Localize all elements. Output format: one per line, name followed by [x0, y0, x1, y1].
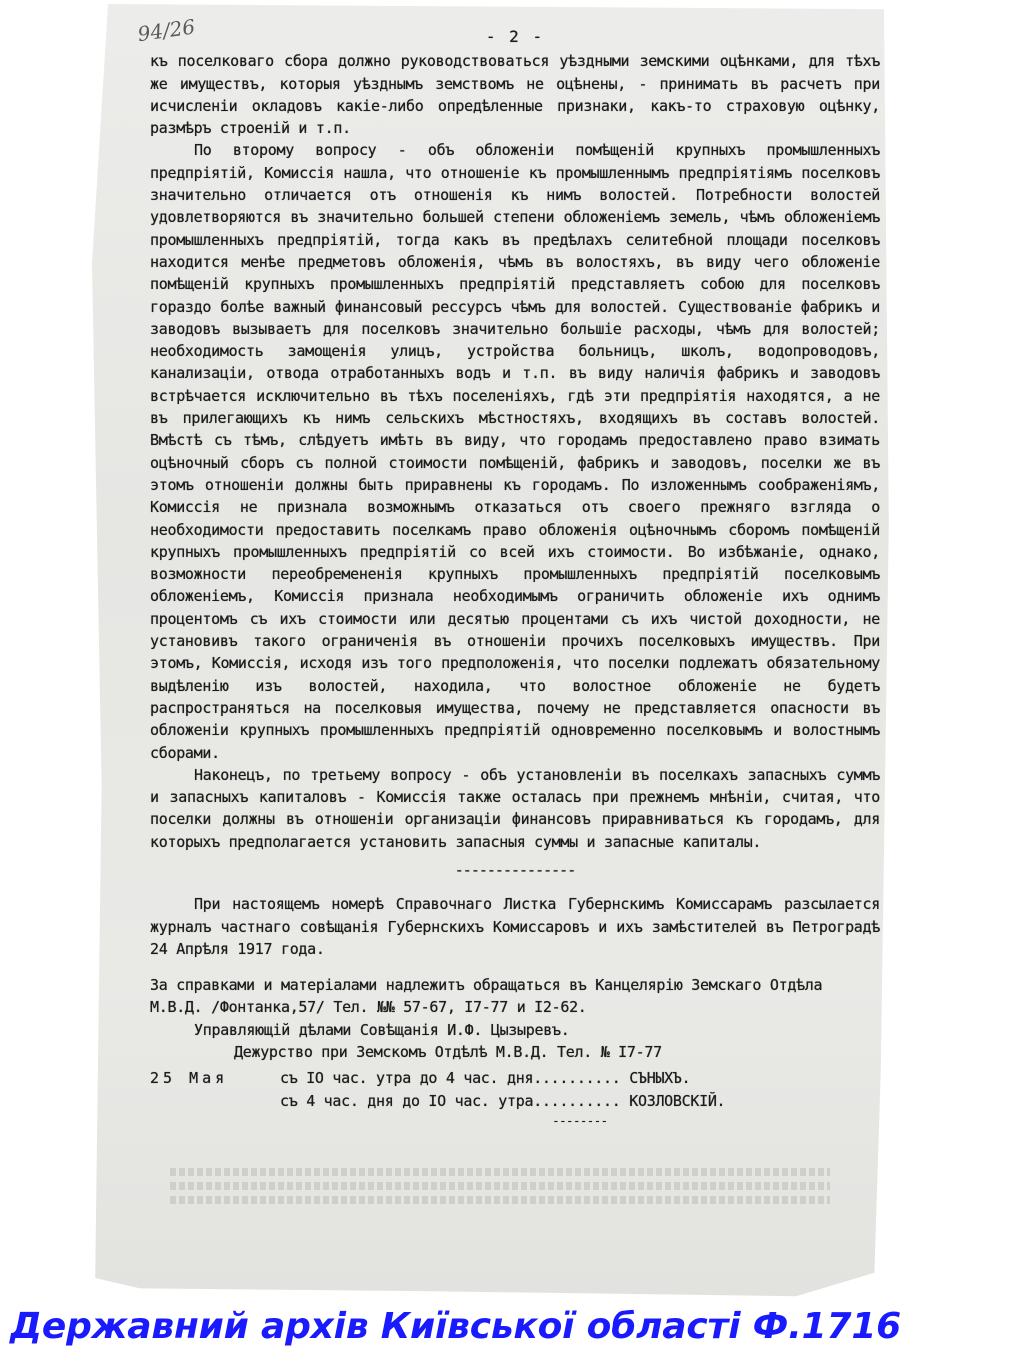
duty-phone-line: Дежурство при Земскомъ Отдѣлѣ М.В.Д. Тел. № I7-77 — [234, 1043, 662, 1062]
shift-person: СЪНЫХЪ. — [629, 1069, 691, 1088]
notice-paragraph: При настоящемъ номерѣ Справочнаго Листка Губернскимъ Комиссарамъ разсылается журналъ частнаго совѣщанія Губернскихъ Комиссаровъ и ихъ замѣстителей въ Петроградѣ 24 Апрѣля 1917 года. — [150, 895, 880, 958]
shift-time: съ IO час. утра до 4 час. дня.......... — [280, 1069, 621, 1088]
end-mark: -------- — [552, 1113, 608, 1128]
shift-person: КОЗЛОВСКІЙ. — [629, 1091, 726, 1110]
duty-shift-row — [280, 1067, 880, 1089]
duty-shifts — [280, 1067, 880, 1132]
paragraph-2: По второму вопросу - объ обложеніи помѣщеній крупныхъ промышленныхъ предпріятій, Комиссія нашла, что отношеніе къ промышленнымъ предпріятіямъ поселковъ значительно отличается отъ отношенія къ нимъ волостей. Потребности волостей удовлетворяются въ значительно большей степени обложеніемъ земель, чѣмъ обложеніемъ промышленныхъ предпріятій, тогда какъ въ предѣлахъ селитебной площади поселковъ находится менѣе предметовъ обложенія, чѣмъ въ волостяхъ, въ виду чего обложеніе помѣщеній крупныхъ промышленныхъ предпріятій представляетъ собою для поселковъ гораздо болѣе важный финансовый рессурсъ чѣмъ для волостей. Существованіе фабрикъ и заводовъ вызываетъ для поселковъ значительно большіе расходы, чѣмъ для волостей; необходимость замощенія улицъ, устройства больницъ, школъ, водопроводовъ, канализаціи, отвода отработанныхъ водъ и т.п. въ виду наличія фабрикъ и заводовъ встрѣчается исключительно въ тѣхъ поселеніяхъ, гдѣ эти предпріятія находятся, а не въ прилегающихъ къ нимъ сельскихъ мѣстностяхъ, входящихъ въ составъ волостей. Вмѣстѣ съ тѣмъ, слѣдуетъ имѣть въ виду, что городамъ предоставлено право взимать оцѣночный сборъ съ полной стоимости помѣщеній, фабрикъ и заводовъ, поселки же въ этомъ отношеніи должны быть приравнены къ городамъ. По изложеннымъ соображеніямъ, Комиссія не признала возможнымъ отказаться отъ своего прежняго взгляда о необходимости предоставить поселкамъ право обложенія оцѣночнымъ сборомъ помѣщеній крупныхъ промышленныхъ предпріятій со всей ихъ стоимости. Во избѣжаніе, однако, возможности переобремененія крупныхъ промышленныхъ предпріятій поселковымъ обложеніемъ, Комиссія признала необходимымъ ограничить обложеніе ихъ однимъ процентомъ съ ихъ стоимости или десятью процентами съ ихъ чистой доходности, не установивъ такого ограниченія въ отношеніи прочихъ поселковыхъ имуществъ. При этомъ, Комиссія, исходя изъ того предположенія, что поселки подлежатъ обязательному выдѣленію изъ волостей, находила, что волостное обложеніе не будетъ распространяться на поселковыя имущества, почему не представляется опасности въ обложеніи крупныхъ промышленныхъ предпріятій одновременно поселковымъ и волостнымъ сборами. — [150, 141, 880, 762]
paragraph-1: къ поселковаго сбора должно руководствоваться уѣздными земскими оцѣнками, для тѣхъ же имуществъ, которыя уѣзднымъ земствомъ не оцѣнены, - принимать въ расчетъ при исчисленіи окладовъ какіе-либо опредѣленные признаки, какъ-то страховую оцѣнку, размѣръ строеній и т.п. — [150, 52, 880, 138]
bleed-through-text — [170, 1162, 830, 1210]
manager-line: Управляющій дѣлами Совѣщанія И.Ф. Цызыревъ. — [194, 1020, 570, 1039]
duty-shift-row — [280, 1090, 880, 1112]
page-number: - 2 - — [485, 27, 545, 46]
document-text — [150, 26, 880, 1132]
contacts-line: За справками и матеріалами надлежитъ обращаться въ Канцелярію Земскаго Отдѣла М.В.Д. /Фонтанка,57/ Тел. №№ 57-67, I7-77 и I2-62. — [150, 976, 823, 1017]
duty-date: 25 Мая — [150, 1069, 229, 1088]
section-divider: --------------- — [454, 860, 576, 879]
paragraph-3: Наконецъ, по третьему вопросу - объ установленіи въ поселкахъ запасныхъ суммъ и запасныхъ капиталовъ - Комиссія также осталась при прежнемъ мнѣніи, считая, что поселки должны въ отношеніи организаціи финансовъ приравниваться къ городамъ, для которыхъ предполагается установить запасныя суммы и запасные капиталы. — [150, 765, 880, 851]
margin-handwritten-note: 94/26 — [136, 14, 197, 47]
contacts-block — [150, 974, 880, 1063]
duty-schedule — [150, 1067, 880, 1132]
archive-caption: Державний архів Київської області Ф.1716 — [10, 1306, 902, 1347]
shift-time: съ 4 час. дня до IO час. утра.......... — [280, 1091, 621, 1110]
